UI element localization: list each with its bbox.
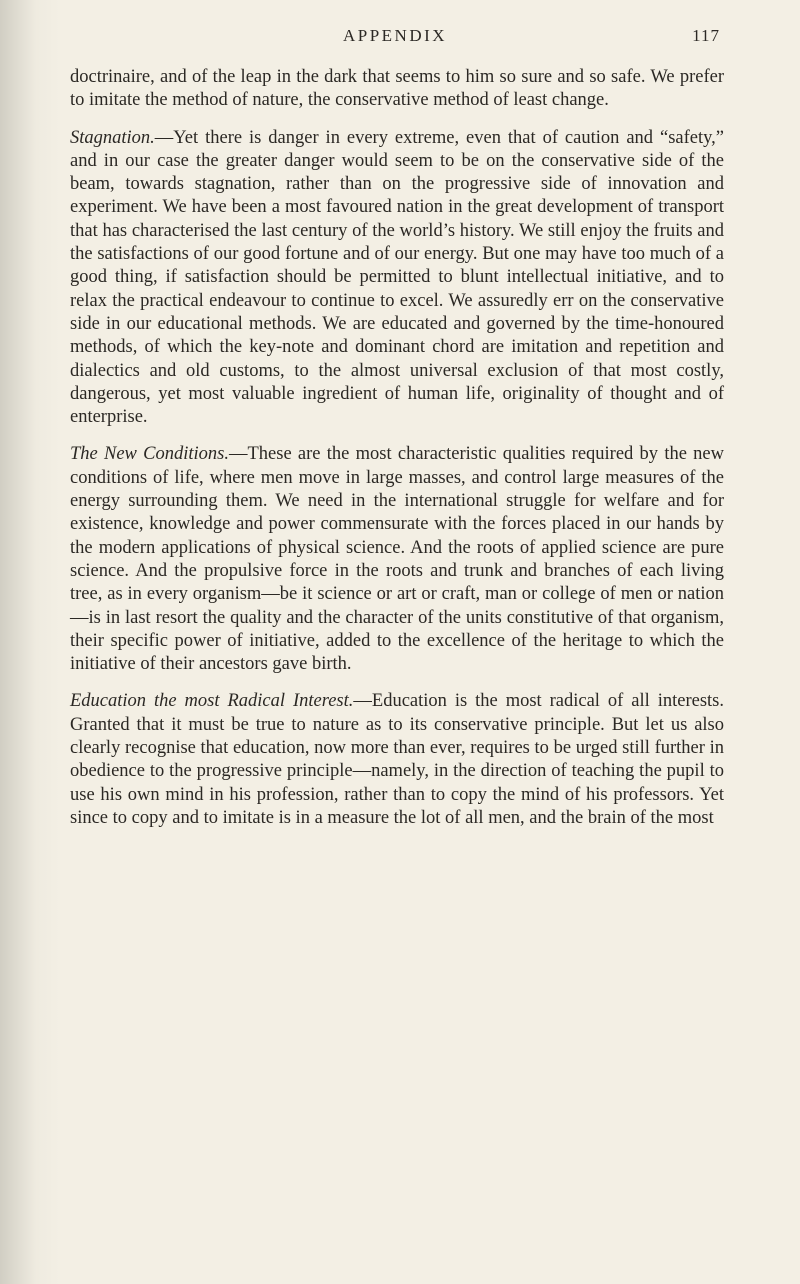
paragraph-heading: The New Conditions. (70, 444, 229, 465)
page-edge-shadow (0, 0, 60, 1284)
paragraph-text: —Yet there is danger in every extreme, even that of caution and “safety,” and in our case the greater danger would seem to be on the conservative side of the beam, towards stagnation, rather than on the progressive side of innovation and experiment. We have been a most favoured nation in the great development of transport that has characterised the last century of the world’s history. We still enjoy the fruits and the satisfactions of our good fortune and of our energy. But one may have too much of a good thing, if satisfaction should be permitted to blunt intellectual initiative, and to relax the practical endeavour to continue to excel. We assuredly err on the conservative side in our educational methods. We are educated and governed by the time-honoured methods, of which the key-note and dominant chord are imitation and repetition and dialectics and old customs, to the almost universal exclusion of that most costly, dangerous, yet most valuable ingredient of human life, originality of thought and of enterprise. (70, 127, 724, 428)
body-text (70, 66, 724, 830)
running-head (70, 26, 720, 56)
running-title: APPENDIX (342, 26, 448, 45)
paragraph-stagnation (70, 127, 724, 430)
paragraph-text: doctrinaire, and of the leap in the dark that seems to him so sure and so safe. We prefer to imitate the method of nature, the conservative method of least change. (70, 67, 724, 111)
paragraph-heading: Stagnation. (70, 127, 155, 148)
page-number: 117 (692, 26, 720, 45)
paragraph-heading: Education the most Radical Interest. (70, 691, 354, 712)
paragraph-continuation (70, 66, 724, 113)
paragraph-education (70, 690, 724, 830)
paragraph-text: —Education is the most radical of all interests. Granted that it must be true to nature as to its conservative principle. But let us also clearly recognise that education, now more than ever, requires to be urged still further in obedience to the progressive principle—namely, in the direction of teaching the pupil to use his own mind in his profession, rather than to copy the mind of his professors. Yet since to copy and to imitate is in a measure the lot of all men, and the brain of the most (70, 691, 724, 828)
paragraph-text: —These are the most characteristic qualities required by the new conditions of life, where men move in large masses, and control large measures of the energy surrounding them. We need in the international struggle for welfare and for existence, knowledge and power commensurate with the forces placed in our hands by the modern applications of physical science. And the roots of applied science are pure science. And the propulsive force in the roots and trunk and branches of each living tree, as in every organism—be it science or art or craft, man or college of men or nation—is in last resort the quality and the character of the units constitutive of that organism, their specific power of initiative, added to the excellence of the heritage to which the initiative of their ancestors gave birth. (70, 444, 724, 675)
paragraph-new-conditions (70, 443, 724, 676)
